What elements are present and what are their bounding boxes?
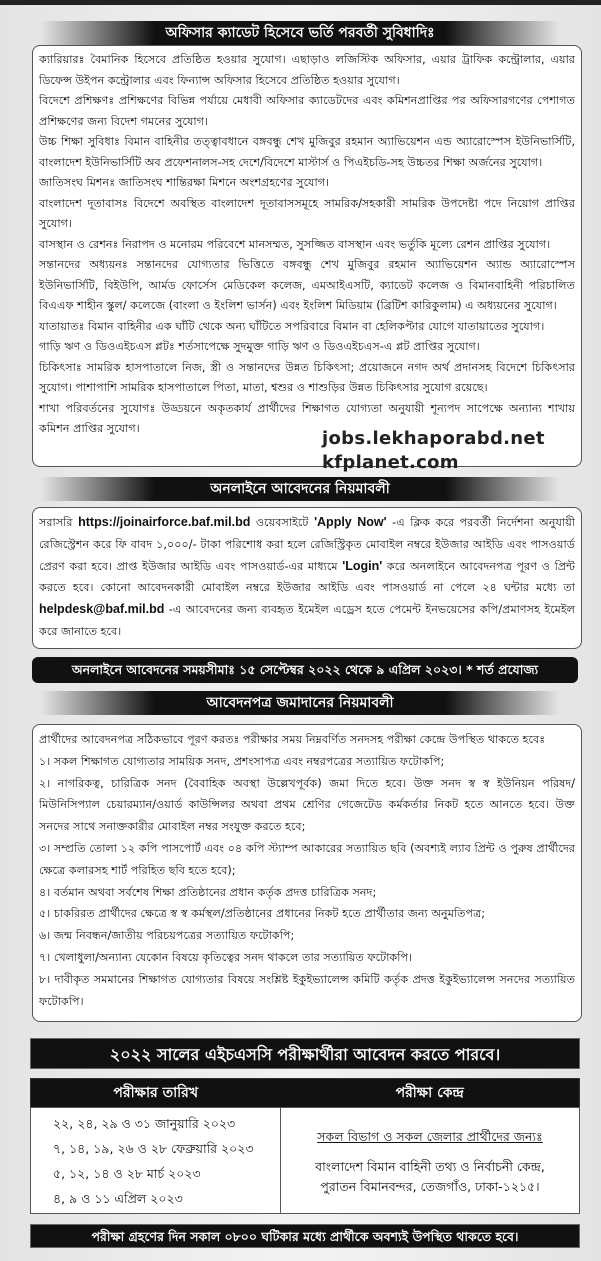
benefit-item: সন্তানদের অধ্যয়নঃ সন্তানদের যোগ্যতার ভিত্তিতে বঙ্গবন্ধু শেখ মুজিবুর রহমান অ্যাভিয়েশন অ্যান্ড অ্যারোস্পেস ইউনিভার্সিটি, বিইউপি, আর্মড ফোর্সেস মেডিকেল কলেজ, এমআইএসটি, ক্যাডেট কলেজ ও বিমানবাহিনী পরিচালিত বিএএফ শাহীন স্কুল/ কলেজে (বাংলা ও ইংলিশ ভার্সন) এবং ইংলিশ মিডিয়াম (ব্রিটিশ কারিকুলাম) এ অধ্যয়নের সুযোগ।	[39, 258, 575, 312]
header-exam-center: পরীক্ষা কেন্দ্র	[281, 1079, 580, 1108]
text: -এ ক্লিক করে পরবর্তী নির্দেশনা অনুযায়ী রেজিস্ট্রেশন করে ফি বাবদ ১,০০০/- টাকা পরিশোধ করা হলে রেজিস্ট্রিকৃত মোবাইল নম্বরে ইউজার আইডি এবং পাসওয়ার্ড প্রেরণ করা হবে। প্রাপ্ত ইউজার আইডি এবং পাসওয়ার্ড-এর মাধ্যমে	[39, 516, 576, 573]
text: সরাসরি	[39, 516, 79, 529]
application-deadline-banner: অনলাইনে আবেদনের সময়সীমাঃ ১৫ সেপ্টেম্বর ২০২২ থেকে ৯ এপ্রিল ২০২৩। * শর্ত প্রযোজ্য	[32, 657, 578, 683]
benefit-item: যাতায়াতঃ বিমান বাহিনীর এক ঘাঁটি থেকে অন্য ঘাঁটিতে সপরিবারে বিমান বা হেলিকপ্টার যোগে যাতায়াতের সুযোগ।	[39, 319, 545, 333]
benefit-item: বিদেশে প্রশিক্ষণঃ প্রশিক্ষণের বিভিন্ন পর্যায়ে মেধাবী অফিসার ক্যাডেটদের এবং কমিশনপ্রাপ্তির পর অফিসারগণের পেশাগত প্রশিক্ষণের জন্য বিদেশ গমনের সুযোগ।	[39, 94, 575, 128]
benefit-item: চিকিৎসাঃ সামরিক হাসপাতালে নিজ, স্ত্রী ও সন্তানদের উন্নত চিকিৎসা; প্রয়োজনে নগদ অর্থ প্রদানসহ বিদেশে চিকিৎসার সুযোগ। পাশাপাশি সামরিক হাসপাতালে পিতা, মাতা, শ্বশুর ও শাশুড়ির উন্নত চিকিৎসার সুযোগ রয়েছে।	[39, 360, 575, 394]
center-heading: সকল বিভাগ ও সকল জেলার প্রার্থীদের জন্যঃ	[317, 1129, 543, 1144]
document-item: ৮। দাবীকৃত সমমানের শিক্ষাগত যোগ্যতার বিষয়ে সংশ্লিষ্ট ইকুইভ্যালেন্স কমিটি কর্তৃক প্রদত্ত ইকুইভ্যালেন্স সনদের সত্যায়িত ফটোকপি।	[39, 972, 575, 1008]
apply-now-label: 'Apply Now'	[314, 515, 387, 529]
table-row	[31, 1108, 580, 1214]
document-item: ৬। জন্ম নিবন্ধন/জাতীয় পরিচয়পত্রের সত্যায়িত ফটোকপি;	[39, 929, 295, 943]
text: -এ আবেদনের জন্য ব্যবহৃত ইমেইল এড্রেস হতে পেমেন্ট ইনভয়েসের কপি/প্রমাণসহ ইমেইল করে জানাতে হবে।	[39, 603, 575, 638]
section-heading-submission-rules: আবেদনপত্র জমাদানের নিয়মাবলী	[40, 691, 560, 715]
document-item: ১। সকল শিক্ষাগত যোগ্যতার সাময়িক সনদ, প্রশংসাপত্র এবং নম্বরপত্রের সত্যায়িত ফটোকপি;	[39, 754, 445, 768]
section-heading-online-rules: অনলাইনে আবেদনের নিয়মাবলী	[40, 477, 560, 501]
exam-date: ২২, ২৪, ২৯ ও ৩১ জানুয়ারি ২০২৩	[53, 1115, 236, 1131]
document-item: ৭। খেলাধুলা/অন্যান্য যেকোন বিষয়ে কৃতিত্বের সনদ থাকলে তার সত্যায়িত ফটোকপি।	[39, 950, 413, 964]
text: করে অনলাইনে আবেদনপত্র পূরণ ও প্রিন্ট করতে হবে। কোনো আবেদনকারী মোবাইল নম্বরে ইউজার আইডি এবং পাসওয়ার্ড না পেলে ২৪ ঘন্টার মধ্যে তা	[39, 559, 575, 595]
benefit-item: শাখা পরিবর্তনের সুযোগঃ উড্ডয়নে অকৃতকার্য প্রার্থীদের শিক্ষাগত যোগ্যতা অনুযায়ী শূন্যপদ সাপেক্ষে অন্যান্য শাখায় কমিশন প্রাপ্তির সুযোগ।	[39, 401, 575, 435]
watermark-line-1: jobs.lekhaporabd.net	[322, 428, 545, 449]
website-link[interactable]: https://joinairforce.baf.mil.bd	[78, 515, 251, 529]
benefit-item: গাড়ি ঋণ ও ডিওএইচএস প্লটঃ শর্তসাপেক্ষে সুদমুক্ত গাড়ি ঋণ ও ডিওএইচএস-এ প্লট প্রাপ্তির সুযোগ।	[39, 340, 480, 353]
exam-date: ৭, ১৪, ১৯, ২৬ ও ২৮ ফেব্রুয়ারি ২০২৩	[53, 1140, 254, 1156]
document-item: ৫। চাকরিরত প্রার্থীদের ক্ষেত্রে স্ব স্ব কর্মস্থল/প্রতিষ্ঠানের প্রধানের নিকট হতে প্রার্থীতার জন্য অনুমতিপত্র;	[39, 907, 486, 921]
text: ওয়েবসাইটে	[250, 516, 315, 529]
submission-intro: প্রার্থীদের আবেদনপত্র সঠিকভাবে পূরণ করতঃ পরীক্ষার সময় নিম্নবর্ণিত সনদসহ পরীক্ষা কেন্দ্রে উপস্থিত থাকতে হবেঃ	[39, 733, 546, 746]
benefit-item: বাংলাদেশ দূতাবাসঃ বিদেশে অবস্থিত বাংলাদেশ দূতাবাসসমূহে সামরিক/সহকারী সামরিক উপদেষ্টা পদে নিয়োগ প্রাপ্তির সুযোগ।	[39, 196, 575, 230]
exam-center-cell	[281, 1108, 580, 1214]
document-item: ৩। সম্প্রতি তোলা ১২ কপি পাসপোর্ট এবং ০৪ কপি স্ট্যাম্প আকারের সত্যায়িত ছবি (অবশ্যই ল্যাব প্রিন্ট ও পুরুষ প্রার্থীদের ক্ষেত্রে কলারসহ শার্ট পরিহিত ছবি হতে হবে);	[39, 841, 575, 877]
submission-rules-box	[32, 724, 582, 1022]
document-item: ২। নাগরিকত্ব, চারিত্রিক সনদ (বৈবাহিক অবস্থা উল্লেখপূর্বক) জমা দিতে হবে। উক্ত সনদ স্ব স্ব ইউনিয়ন পরিষদ/ মিউনিসিপ্যাল চেয়ারম্যান/ওয়ার্ড কাউন্সিলর অথবা প্রথম শ্রেণির গেজেটেড কর্মকর্তার নিকট হতে আনতে হবে। উক্ত সনদের সাথে সনাক্তকারীর মোবাইল নম্বর সংযুক্ত করতে হবে;	[39, 776, 575, 834]
exam-date: ৪, ৯ ও ১১ এপ্রিল ২০২৩	[53, 1190, 183, 1206]
helpdesk-email-link[interactable]: helpdesk@baf.mil.bd	[39, 602, 165, 617]
section-heading-benefits: অফিসার ক্যাডেট হিসেবে ভর্তি পরবর্তী সুবিধাদিঃ	[40, 21, 560, 45]
table-header-row	[31, 1079, 580, 1108]
watermark-line-2: kfplanet.com	[322, 452, 459, 473]
exam-date: ৫, ১২, ১৪ ও ২৮ মার্চ ২০২৩	[53, 1165, 201, 1181]
benefit-item: উচ্চ শিক্ষা সুবিধাঃ বিমান বাহিনীর তত্ত্বাবধানে বঙ্গবন্ধু শেখ মুজিবুর রহমান অ্যাভিয়েশন এন্ড অ্যারোস্পেস ইউনিভার্সিটি, বাংলাদেশ ইউনিভার্সিটি অব প্রফেশনালস-সহ দেশে/বিদেশে মাস্টার্স ও পিএইচডি-সহ উচ্চতর শিক্ষা অর্জনের সুযোগ।	[39, 135, 575, 169]
top-border	[0, 0, 601, 5]
exam-schedule-table	[30, 1078, 580, 1214]
benefit-item: জাতিসংঘ মিশনঃ জাতিসংঘ শান্তিরক্ষা মিশনে অংশগ্রহণের সুযোগ।	[39, 176, 330, 189]
benefit-item: ক্যারিয়ারঃ বৈমানিক হিসেবে প্রতিষ্ঠিত হওয়ার সুযোগ। এছাড়াও লজিস্টিক অফিসার, এয়ার ট্রাফিক কন্ট্রোলার, এয়ার ডিফেন্স উইপন কন্ট্রোলার এবং ফিন্যান্স অফিসার হিসেবে প্রতিষ্ঠিত হওয়ার সুযোগ।	[39, 53, 575, 87]
online-rules-text	[39, 512, 575, 643]
login-label: 'Login'	[342, 558, 383, 573]
hsc-candidates-banner: ২০২২ সালের এইচএসসি পরীক্ষার্থীরা আবেদন করতে পারবে।	[30, 1038, 580, 1069]
document-item: ৪। বর্তমান অথবা সর্বশেষ শিক্ষা প্রতিষ্ঠানের প্রধান কর্তৃক প্রদত্ত চারিত্রিক সনদ;	[39, 885, 377, 899]
benefits-box	[32, 45, 582, 467]
benefit-item: বাসস্থান ও রেশনঃ নিরাপদ ও মনোরম পরিবেশে মানসম্মত, সুসজ্জিত বাসস্থান এবং ভর্তুকি মূল্যে রেশন প্রাপ্তির সুযোগ।	[39, 237, 551, 251]
center-address-line: পুরাতন বিমানবন্দর, তেজগাঁও, ঢাকা-১২১৫।	[320, 1179, 540, 1194]
exam-dates-cell	[31, 1108, 281, 1214]
header-exam-date: পরীক্ষার তারিখ	[31, 1079, 281, 1108]
online-rules-box	[32, 507, 582, 649]
center-address-line: বাংলাদেশ বিমান বাহিনী তথ্য ও নির্বাচনী কেন্দ্র,	[315, 1159, 545, 1174]
reporting-time-banner: পরীক্ষা গ্রহণের দিন সকাল ০৮০০ ঘটিকার মধ্যে প্রার্থীকে অবশ্যই উপস্থিত থাকতে হবে।	[30, 1224, 580, 1248]
